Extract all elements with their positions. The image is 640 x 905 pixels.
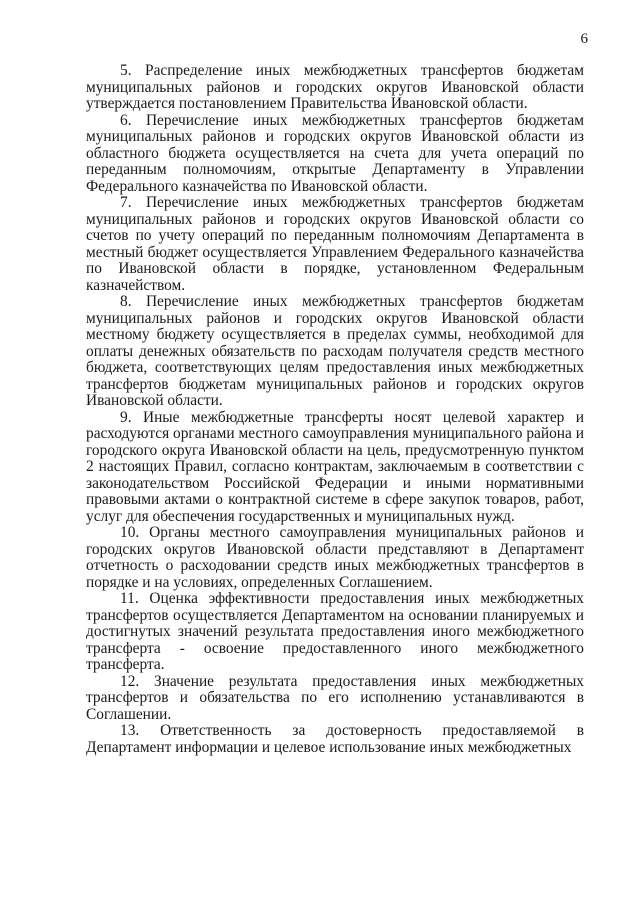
paragraph-6: 6. Перечисление иных межбюджетных трансфертов бюджетам муниципальных районов и городских округов Ивановской области из областного бюджета осуществляется на счета для учета операций по переданным полномочиям, открытые Департаменту в Управлении Федерального казначейства по Ивановской области. xyxy=(86,111,584,195)
paragraph-8: 8. Перечисление иных межбюджетных трансфертов бюджетам муниципальных районов и городских округов Ивановской области местному бюджету осуществляется в пределах суммы, необходимой для оплаты денежных обязательств по расходам получателя средств местного бюджета, соответствующих целям предоставления иных межбюджетных трансфертов бюджетам муниципальных районов и городских округов Ивановской области. xyxy=(86,293,584,409)
paragraph-5: 5. Распределение иных межбюджетных трансфертов бюджетам муниципальных районов и городских округов Ивановской области утверждается постановлением Правительства Ивановской области. xyxy=(86,62,584,112)
paragraph-11: 11. Оценка эффективности предоставления иных межбюджетных трансфертов осуществляется Департаментом на основании планируемых и достигнутых значений результата предоставления иного межбюджетного трансферта - освоение предоставленного иного межбюджетного трансферта. xyxy=(86,590,584,673)
paragraph-7: 7. Перечисление иных межбюджетных трансфертов бюджетам муниципальных районов и городских округов Ивановской области со счетов по учету операций по переданным полномочиям Департамента в местный бюджет осуществляется Управлением Федерального казначейства по Ивановской области в порядке, установленном Федеральным казначейством. xyxy=(86,194,584,294)
paragraph-9: 9. Иные межбюджетные трансферты носят целевой характер и расходуются органами местного самоуправления муниципального района и городского округа Ивановской области на цель, предусмотренную пунктом 2 настоящих Правил, согласно контрактам, заключаемым в соответствии с законодательством Российской Федерации и иными нормативными правовыми актами о контрактной системе в сфере закупок товаров, работ, услуг для обеспечения государственных и муниципальных нужд. xyxy=(86,408,584,525)
page-number: 6 xyxy=(580,31,588,47)
document-body xyxy=(86,63,584,756)
paragraph-13: 13. Ответственность за достоверность предоставляемой в Департамент информации и целевое использование иных межбюджетных xyxy=(86,722,584,756)
paragraph-12: 12. Значение результата предоставления иных межбюджетных трансфертов и обязательства по его исполнению устанавливаются в Соглашении. xyxy=(86,672,584,723)
paragraph-10: 10. Органы местного самоуправления муниципальных районов и городских округов Ивановской области представляют в Департамент отчетность о расходовании средств иных межбюджетных трансфертов в порядке и на условиях, определенных Соглашением. xyxy=(86,524,584,591)
